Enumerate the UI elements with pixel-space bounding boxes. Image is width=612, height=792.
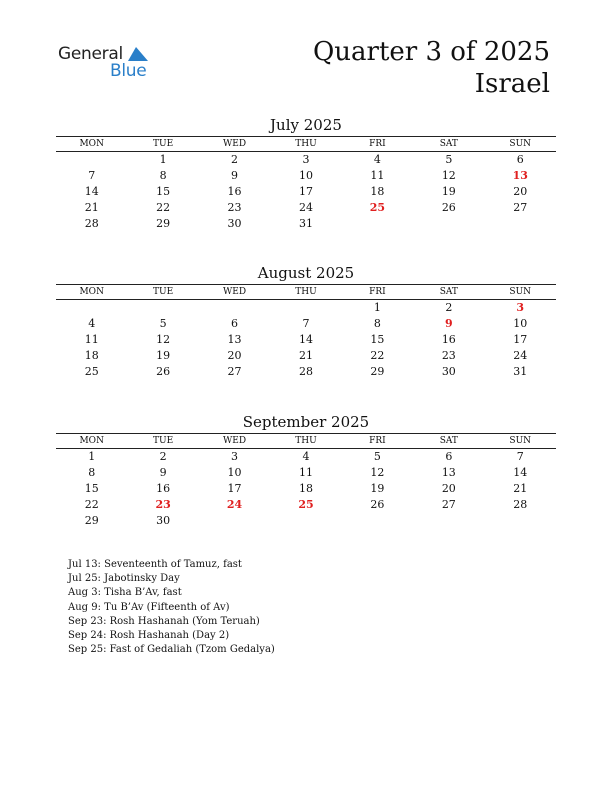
day-cell: 14	[513, 466, 528, 479]
day-cell: 17	[227, 482, 242, 495]
week-row	[56, 465, 556, 481]
day-cell: 1	[159, 153, 167, 166]
empty-day-cell	[485, 216, 556, 232]
logo-text-general: General	[58, 44, 123, 64]
day-cell: 30	[441, 365, 456, 378]
weekday-label-sat: SAT	[439, 139, 458, 149]
day-cell: 9	[159, 466, 167, 479]
week-row	[56, 216, 556, 232]
week-row	[56, 332, 556, 348]
empty-day-cell	[270, 300, 341, 316]
week-row	[56, 449, 556, 465]
weekday-label-sun: SUN	[509, 436, 532, 446]
day-cell: 11	[84, 333, 99, 346]
day-cell: 19	[370, 482, 385, 495]
day-cell: 31	[298, 217, 313, 230]
day-cell: 11	[370, 169, 385, 182]
day-cell: 22	[156, 201, 171, 214]
weekday-header	[56, 136, 556, 152]
week-row	[56, 497, 556, 513]
logo-flag-icon	[128, 47, 148, 61]
month-calendar-august	[56, 264, 556, 380]
day-cell: 16	[227, 185, 242, 198]
day-cell: 21	[84, 201, 99, 214]
weekday-label-wed: WED	[223, 139, 247, 149]
day-cell: 4	[373, 153, 381, 166]
day-cell: 22	[370, 349, 385, 362]
day-cell: 12	[156, 333, 171, 346]
week-row	[56, 513, 556, 529]
day-cell: 5	[159, 317, 167, 330]
day-cell: 28	[84, 217, 99, 230]
day-cell: 8	[88, 466, 96, 479]
month-title: August 2025	[257, 264, 355, 282]
holiday-notes	[68, 558, 275, 657]
day-cell: 18	[84, 349, 99, 362]
day-cell: 17	[298, 185, 313, 198]
holiday-note: Jul 13: Seventeenth of Tamuz, fast	[68, 559, 242, 570]
week-row	[56, 481, 556, 497]
day-cell: 9	[231, 169, 239, 182]
empty-day-cell	[342, 216, 413, 232]
title-quarter: Quarter 3 of 2025	[312, 37, 550, 67]
day-cell: 24	[513, 349, 528, 362]
day-cell: 10	[298, 169, 313, 182]
day-cell: 28	[513, 498, 528, 511]
holiday-note: Jul 25: Jabotinsky Day	[68, 573, 180, 585]
weekday-header	[56, 284, 556, 300]
week-row	[56, 152, 556, 168]
weekday-label-wed: WED	[223, 436, 247, 446]
weekday-header	[56, 433, 556, 449]
day-cell: 15	[84, 482, 99, 495]
month-title: September 2025	[242, 413, 370, 431]
day-cell: 7	[516, 450, 524, 463]
day-cell: 2	[231, 153, 239, 166]
day-cell: 14	[298, 333, 313, 346]
holiday-note: Sep 24: Rosh Hashanah (Day 2)	[68, 630, 230, 642]
week-row	[56, 316, 556, 332]
holiday-day-cell: 25	[298, 498, 314, 511]
day-cell: 29	[370, 365, 385, 378]
day-cell: 7	[88, 169, 96, 182]
weekday-label-mon: MON	[79, 287, 104, 297]
day-cell: 4	[302, 450, 310, 463]
empty-day-cell	[342, 513, 413, 529]
holiday-day-cell: 23	[155, 498, 171, 511]
empty-day-cell	[199, 513, 270, 529]
day-cell: 26	[156, 365, 171, 378]
day-cell: 21	[298, 349, 313, 362]
day-cell: 30	[156, 514, 171, 527]
day-cell: 26	[370, 498, 385, 511]
day-cell: 23	[441, 349, 456, 362]
day-cell: 13	[227, 333, 242, 346]
day-cell: 18	[298, 482, 313, 495]
day-cell: 30	[227, 217, 242, 230]
day-cell: 10	[227, 466, 242, 479]
day-cell: 3	[231, 450, 239, 463]
day-cell: 20	[227, 349, 242, 362]
day-cell: 11	[298, 466, 313, 479]
empty-day-cell	[127, 300, 198, 316]
weekday-label-mon: MON	[79, 139, 104, 149]
empty-day-cell	[413, 513, 484, 529]
day-cell: 18	[370, 185, 385, 198]
weekday-label-fri: FRI	[369, 436, 386, 446]
day-cell: 12	[441, 169, 456, 182]
day-cell: 12	[370, 466, 385, 479]
day-cell: 21	[513, 482, 528, 495]
day-cell: 27	[513, 201, 528, 214]
weekday-label-mon: MON	[79, 436, 104, 446]
week-row	[56, 200, 556, 216]
day-cell: 16	[441, 333, 456, 346]
holiday-note: Aug 9: Tu B’Av (Fifteenth of Av)	[68, 601, 230, 613]
day-cell: 19	[441, 185, 456, 198]
empty-day-cell	[413, 216, 484, 232]
weekday-label-thu: THU	[295, 287, 317, 297]
empty-day-cell	[56, 152, 127, 168]
day-cell: 31	[513, 365, 528, 378]
day-cell: 1	[373, 301, 381, 314]
weekday-label-sun: SUN	[509, 287, 532, 297]
holiday-note: Sep 23: Rosh Hashanah (Yom Teruah)	[68, 615, 260, 627]
generalblue-logo	[58, 44, 158, 84]
weekday-label-thu: THU	[295, 436, 317, 446]
weekday-label-tue: TUE	[153, 139, 174, 149]
holiday-day-cell: 25	[369, 201, 386, 214]
day-cell: 2	[159, 450, 167, 463]
weekday-label-sat: SAT	[439, 287, 458, 297]
empty-day-cell	[270, 513, 341, 529]
empty-day-cell	[56, 300, 127, 316]
holiday-day-cell: 9	[444, 317, 453, 330]
day-cell: 20	[441, 482, 456, 495]
week-row	[56, 184, 556, 200]
weekday-label-sun: SUN	[509, 139, 532, 149]
day-cell: 2	[445, 301, 453, 314]
day-cell: 29	[84, 514, 99, 527]
month-grid	[56, 300, 556, 380]
day-cell: 6	[445, 450, 453, 463]
day-cell: 29	[156, 217, 171, 230]
page-title	[313, 36, 550, 100]
day-cell: 6	[231, 317, 239, 330]
day-cell: 27	[441, 498, 456, 511]
day-cell: 3	[302, 153, 310, 166]
day-cell: 15	[156, 185, 171, 198]
week-row	[56, 168, 556, 184]
week-row	[56, 348, 556, 364]
holiday-day-cell: 24	[226, 498, 243, 511]
week-row	[56, 364, 556, 380]
month-calendar-july	[56, 116, 556, 232]
day-cell: 16	[156, 482, 171, 495]
month-grid	[56, 449, 556, 529]
day-cell: 20	[513, 185, 528, 198]
weekday-label-tue: TUE	[153, 436, 174, 446]
day-cell: 8	[373, 317, 381, 330]
weekday-label-sat: SAT	[439, 436, 458, 446]
month-grid	[56, 152, 556, 232]
day-cell: 27	[227, 365, 242, 378]
day-cell: 15	[370, 333, 385, 346]
day-cell: 28	[298, 365, 313, 378]
week-row	[56, 300, 556, 316]
day-cell: 6	[516, 153, 524, 166]
holiday-day-cell: 13	[512, 169, 528, 182]
holiday-day-cell: 3	[516, 301, 525, 314]
day-cell: 8	[159, 169, 167, 182]
day-cell: 4	[88, 317, 96, 330]
day-cell: 26	[441, 201, 456, 214]
weekday-label-fri: FRI	[369, 287, 386, 297]
day-cell: 14	[84, 185, 99, 198]
day-cell: 7	[302, 317, 310, 330]
weekday-label-fri: FRI	[369, 139, 386, 149]
day-cell: 25	[84, 365, 99, 378]
month-calendar-september	[56, 413, 556, 529]
holiday-note: Sep 25: Fast of Gedaliah (Tzom Gedalya)	[68, 644, 275, 656]
day-cell: 24	[298, 201, 313, 214]
weekday-label-thu: THU	[295, 139, 317, 149]
empty-day-cell	[485, 513, 556, 529]
weekday-label-wed: WED	[223, 287, 247, 297]
day-cell: 19	[156, 349, 171, 362]
day-cell: 1	[88, 450, 96, 463]
day-cell: 17	[513, 333, 528, 346]
day-cell: 23	[227, 201, 242, 214]
month-title: July 2025	[270, 116, 342, 134]
weekday-label-tue: TUE	[153, 287, 174, 297]
day-cell: 22	[84, 498, 99, 511]
day-cell: 13	[441, 466, 456, 479]
logo-text-blue: Blue	[110, 61, 147, 81]
empty-day-cell	[199, 300, 270, 316]
title-country: Israel	[474, 69, 550, 99]
day-cell: 5	[373, 450, 381, 463]
day-cell: 10	[513, 317, 528, 330]
holiday-note: Aug 3: Tisha B’Av, fast	[68, 587, 182, 599]
day-cell: 5	[445, 153, 453, 166]
